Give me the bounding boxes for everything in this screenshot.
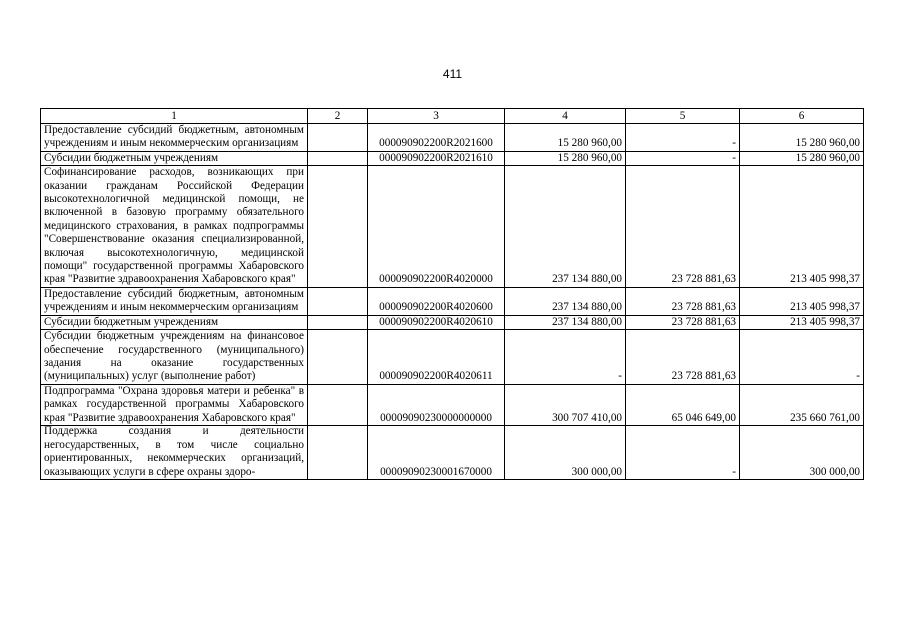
row-value-5: 23 728 881,63 <box>626 287 740 315</box>
row-code: 000090902200R4020611 <box>368 330 505 385</box>
row-section <box>308 166 368 288</box>
row-section <box>308 287 368 315</box>
row-code: 000090902200R2021610 <box>368 151 505 165</box>
row-code: 000090902200R4020000 <box>368 166 505 288</box>
table-row <box>41 315 864 329</box>
row-value-6: 213 405 998,37 <box>740 287 864 315</box>
column-header-6: 6 <box>740 109 864 124</box>
table-row <box>41 287 864 315</box>
row-code: 000090902200R4020600 <box>368 287 505 315</box>
row-code: 000090902200R2021600 <box>368 124 505 152</box>
column-header-5: 5 <box>626 109 740 124</box>
row-value-5: - <box>626 124 740 152</box>
row-value-4: 237 134 880,00 <box>505 315 626 329</box>
row-value-6: 15 280 960,00 <box>740 124 864 152</box>
column-header-2: 2 <box>308 109 368 124</box>
header-row <box>41 109 864 124</box>
row-name-value: Поддержка создания и деятельности негосударственных, в том числе социально ориентированных, некоммерческих организаций, оказывающих услуги в сфере охраны здоро- <box>44 425 304 478</box>
table-row <box>41 151 864 165</box>
row-section <box>308 425 368 479</box>
row-name <box>41 425 308 479</box>
column-header-4: 4 <box>505 109 626 124</box>
row-value-6: - <box>740 330 864 385</box>
table-row <box>41 124 864 152</box>
row-value-4: 300 707 410,00 <box>505 384 626 425</box>
row-section <box>308 151 368 165</box>
table-row <box>41 425 864 479</box>
row-name: Софинансирование расходов, возникающих при оказании гражданам Российской Федерации высокотехнологичной медицинской помощи, не включенной в базовую программу обязательного медицинского страхования, в рамках подпрограммы "Совершенствование оказания специализированной, включая высокотехнологичную, медицинской помощи" государственной программы Хабаровского края "Развитие здравоохранения Хабаровского края" <box>41 166 308 288</box>
row-code: 000090902200R4020610 <box>368 315 505 329</box>
row-section <box>308 384 368 425</box>
budget-table <box>40 108 864 480</box>
row-name: Субсидии бюджетным учреждениям <box>41 315 308 329</box>
row-code: 00009090230000000000 <box>368 384 505 425</box>
table-row <box>41 330 864 385</box>
table-row <box>41 166 864 288</box>
row-value-4: 237 134 880,00 <box>505 287 626 315</box>
row-name: Предоставление субсидий бюджетным, автономным учреждениям и иным некоммерческим организациям <box>41 287 308 315</box>
table-row <box>41 384 864 425</box>
row-value-4: 237 134 880,00 <box>505 166 626 288</box>
row-value-5: 23 728 881,63 <box>626 315 740 329</box>
row-section <box>308 330 368 385</box>
row-value-4: 15 280 960,00 <box>505 124 626 152</box>
row-value-5: 23 728 881,63 <box>626 330 740 385</box>
row-section <box>308 315 368 329</box>
column-header-1: 1 <box>41 109 308 124</box>
row-value-4: 15 280 960,00 <box>505 151 626 165</box>
row-name: Субсидии бюджетным учреждениям на финансовое обеспечение государственного (муниципального) задания на оказание государственных (муниципальных) услуг (выполнение работ) <box>41 330 308 385</box>
row-value-6: 213 405 998,37 <box>740 166 864 288</box>
row-name: Субсидии бюджетным учреждениям <box>41 151 308 165</box>
row-value-4: - <box>505 330 626 385</box>
row-value-6: 15 280 960,00 <box>740 151 864 165</box>
row-code: 00009090230001670000 <box>368 425 505 479</box>
row-value-6: 235 660 761,00 <box>740 384 864 425</box>
row-value-6: 213 405 998,37 <box>740 315 864 329</box>
row-name: Подпрограмма "Охрана здоровья матери и ребенка" в рамках государственной программы Хабаровского края "Развитие здравоохранения Хабаровского края" <box>41 384 308 425</box>
column-header-3: 3 <box>368 109 505 124</box>
row-value-5: 23 728 881,63 <box>626 166 740 288</box>
row-name-text <box>44 426 304 479</box>
row-value-5: 65 046 649,00 <box>626 384 740 425</box>
row-value-5: - <box>626 151 740 165</box>
row-value-5: - <box>626 425 740 479</box>
row-value-6: 300 000,00 <box>740 425 864 479</box>
row-value-4: 300 000,00 <box>505 425 626 479</box>
row-section <box>308 124 368 152</box>
page-number: 411 <box>442 67 463 81</box>
row-name: Предоставление субсидий бюджетным, автономным учреждениям и иным некоммерческим организациям <box>41 124 308 152</box>
